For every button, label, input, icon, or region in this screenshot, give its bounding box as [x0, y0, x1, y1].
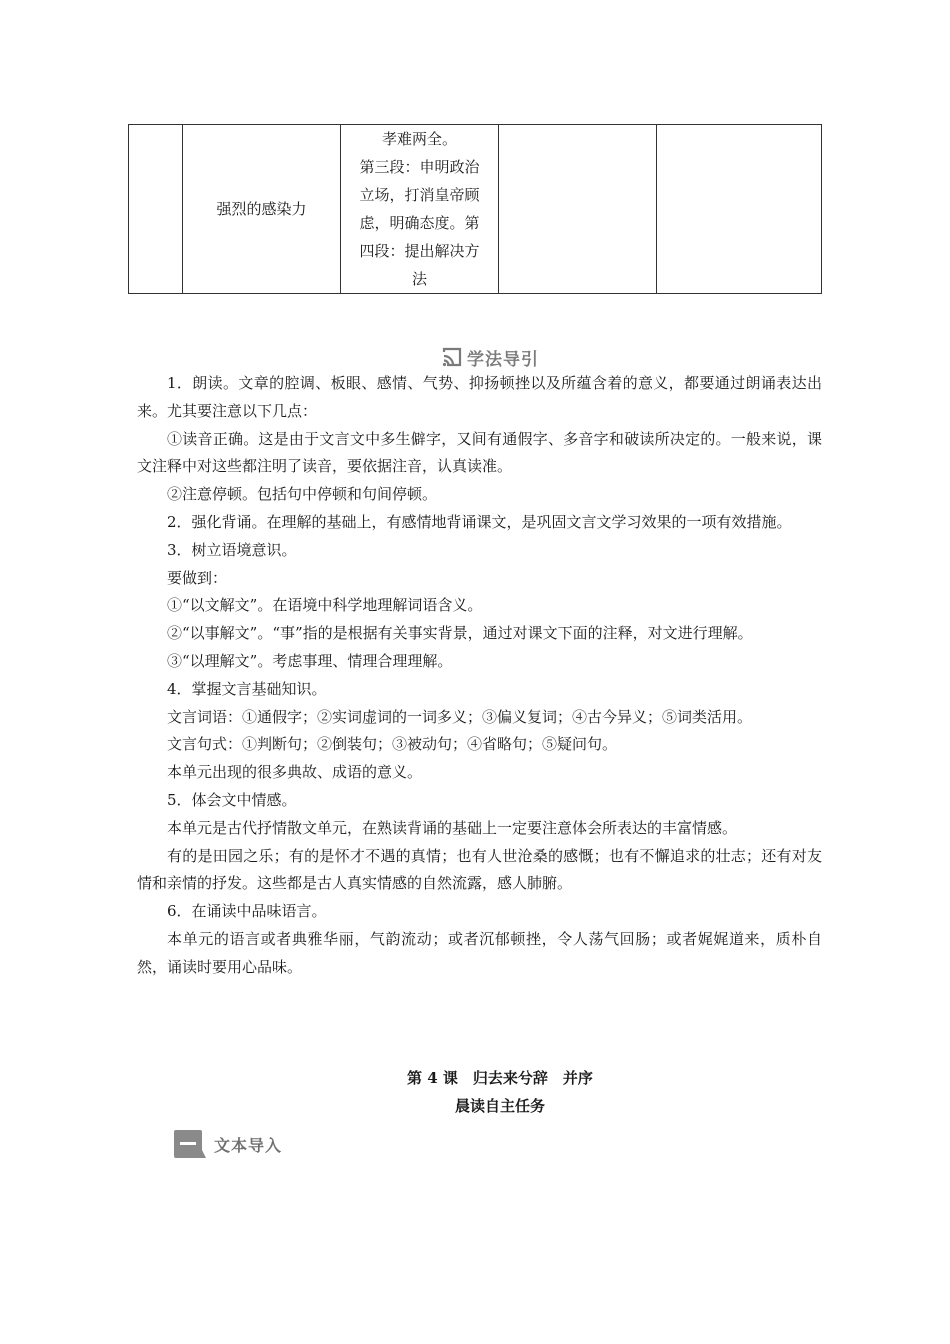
- paragraph: 6．在诵读中品味语言。: [167, 902, 327, 921]
- paragraph: 有的是田园之乐；有的是怀才不遇的真情；也有人世沧桑的感慨；也有不懈追求的壮志；还有对友情和亲情的抒发。这些都是古人真实情感的自然流露，感人肺腑。: [137, 846, 822, 893]
- paragraph: 5．体会文中情感。: [167, 790, 297, 809]
- paragraph: ②“以事解文”。“事”指的是根据有关事实背景，通过对课文下面的注释，对文进行理解。: [167, 624, 753, 643]
- text-line: 四段：提出解决方: [359, 242, 480, 260]
- text-line: 第三段：申明政治: [359, 158, 480, 176]
- table-row: [129, 125, 822, 294]
- paragraph: 文言句式：①判断句；②倒装句；③被动句；④省略句；⑤疑问句。: [167, 735, 618, 754]
- table-cell-empty: [499, 125, 657, 294]
- number-badge-icon: [174, 1130, 206, 1158]
- lesson-subtitle: 晨读自主任务: [454, 1097, 545, 1115]
- paragraph: 本单元出现的很多典故、成语的意义。: [167, 763, 423, 782]
- table-cell-empty: [129, 125, 183, 294]
- table-cell-text-lines: [353, 125, 487, 293]
- paragraph: 2．强化背诵。在理解的基础上，有感情地背诵课文，是巩固文言文学习效果的一项有效措施。: [167, 512, 792, 531]
- text-line: 法: [411, 270, 427, 288]
- tag-label: 文本导入: [214, 1135, 283, 1155]
- table-cell-text: [341, 125, 499, 294]
- method-section-heading: [441, 344, 539, 370]
- paragraph: 本单元是古代抒情散文单元，在熟读背诵的基础上一定要注意体会所表达的丰富情感。: [167, 818, 738, 837]
- paragraph: 3．树立语境意识。: [167, 540, 297, 559]
- paragraph: 要做到：: [167, 568, 228, 587]
- rss-icon: [441, 346, 463, 368]
- table-cell-label: 强烈的感染力: [183, 125, 341, 294]
- paragraph: 1．朗读。文章的腔调、板眼、感情、气势、抑扬顿挫以及所蕴含着的意义，都要通过朗诵表达出来。尤其要注意以下几点：: [137, 374, 822, 420]
- paragraph: ③“以理解文”。考虑事理、情理合理理解。: [167, 651, 453, 670]
- table-cell-empty: [657, 125, 822, 294]
- paragraph: ②注意停顿。包括句中停顿和句间停顿。: [167, 485, 438, 504]
- text-line: 立场，打消皇帝顾: [359, 186, 480, 204]
- text-intro-tag: [174, 1130, 282, 1158]
- lesson-title: 第 4 课 归去来兮辞 并序: [407, 1069, 593, 1087]
- summary-table: [128, 124, 822, 294]
- paragraph: 文言词语：①通假字；②实词虚词的一词多义；③偏义复词；④古今异义；⑤词类活用。: [167, 707, 753, 726]
- text-line: 虑，明确态度。第: [359, 214, 480, 232]
- text-line: 孝难两全。: [381, 130, 457, 148]
- method-body: [137, 370, 822, 982]
- paragraph: ①“以文解文”。在语境中科学地理解词语含义。: [167, 596, 483, 615]
- paragraph: 4．掌握文言基础知识。: [167, 679, 327, 698]
- section-title: 学法导引: [467, 349, 539, 370]
- paragraph: 本单元的语言或者典雅华丽，气韵流动；或者沉郁顿挫，令人荡气回肠；或者娓娓道来，质朴自然，诵读时要用心品味。: [137, 929, 822, 976]
- paragraph: ①读音正确。这是由于文言文中多生僻字，又间有通假字、多音字和破读所决定的。一般来说，课文注释中对这些都注明了读音，要依据注音，认真读准。: [137, 429, 822, 476]
